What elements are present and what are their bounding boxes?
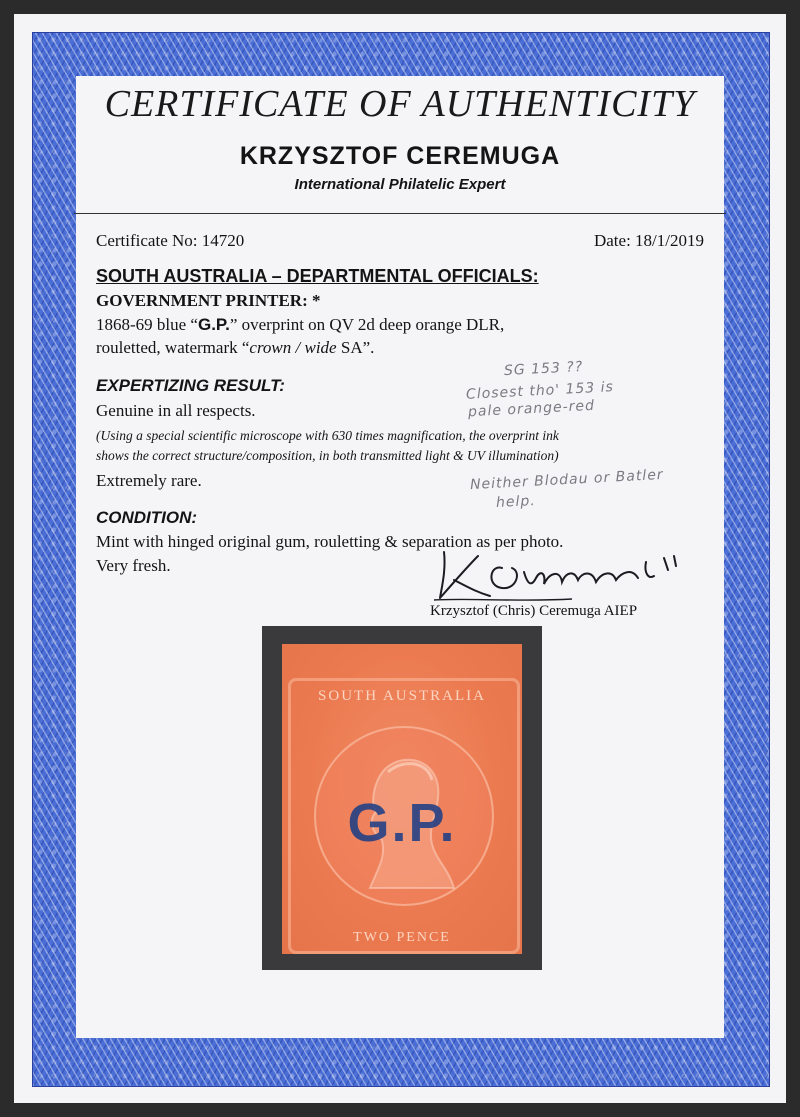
expert-signature <box>432 542 702 604</box>
expertizing-result: Genuine in all respects. <box>96 401 256 420</box>
signature-caption: Krzysztof (Chris) Ceremuga AIEP <box>430 603 638 619</box>
condition-line-2: Very fresh. <box>96 556 171 575</box>
certificate-date: Date: 18/1/2019 <box>593 231 704 250</box>
stamp-subheading: GOVERNMENT PRINTER: * <box>96 291 321 310</box>
description-line-1-suffix: ” overprint on QV 2d deep orange DLR, <box>229 315 505 334</box>
expert-name: KRZYSZTOF CEREMUGA <box>239 142 561 170</box>
description-line-1-prefix: 1868-69 blue “ <box>96 315 198 334</box>
header-divider <box>74 213 726 214</box>
expertizing-note-line-1: (Using a special scientific microscope with 630 times magnification, the overprint ink <box>96 428 559 443</box>
certificate-body <box>76 76 724 1038</box>
expertizing-heading: EXPERTIZING RESULT: <box>96 376 285 395</box>
expert-title: International Philatelic Expert <box>294 176 506 193</box>
handwritten-note-4: Neither Blodau or Batler <box>469 466 665 494</box>
stamp <box>282 644 522 954</box>
description-line-2 <box>96 338 374 358</box>
certificate-number: Certificate No: 14720 <box>96 231 245 250</box>
description-line-2-suffix: SA”. <box>336 338 375 357</box>
description-watermark: crown / wide <box>249 338 337 357</box>
handwritten-note-3: pale orange-red <box>467 397 596 421</box>
description-overprint: G.P. <box>197 315 230 334</box>
condition-heading: CONDITION: <box>96 508 198 527</box>
rarity-note: Extremely rare. <box>96 471 202 490</box>
certificate-title: CERTIFICATE OF AUTHENTICITY <box>104 83 696 125</box>
stamp-overprint: G.P. <box>347 793 457 853</box>
stamp-value-text: TWO PENCE <box>353 930 451 945</box>
description-line-1 <box>96 315 504 335</box>
stamp-country-text: SOUTH AUSTRALIA <box>318 688 486 704</box>
handwritten-note-5: help. <box>495 492 537 512</box>
stamp-heading: SOUTH AUSTRALIA – DEPARTMENTAL OFFICIALS: <box>96 266 539 286</box>
description-line-2-prefix: rouletted, watermark “ <box>96 338 250 357</box>
handwritten-note-1: SG 153 ?? <box>503 358 584 380</box>
stamp-photo <box>262 626 542 970</box>
handwritten-note-2: Closest tho' 153 is <box>465 379 615 403</box>
expertizing-note-line-2: shows the correct structure/composition, in both transmitted light & UV illumination) <box>96 448 559 463</box>
condition-line-1: Mint with hinged original gum, rouletting & separation as per photo. <box>96 532 564 551</box>
